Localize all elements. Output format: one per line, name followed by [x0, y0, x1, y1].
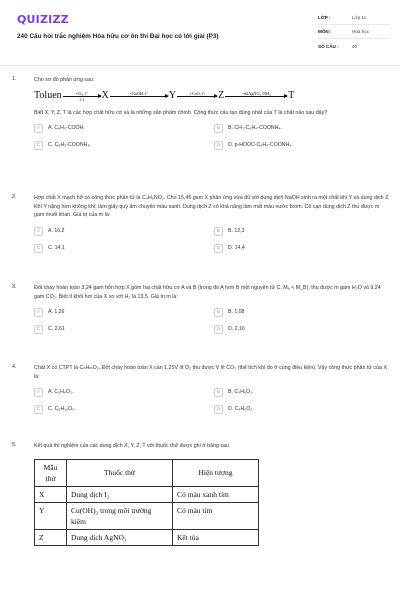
option-text: C. C₆H₅-COONH₄. [48, 142, 91, 149]
question-intro: Cho sơ đồ phản ứng sau: [34, 77, 95, 83]
question-number: 4. [12, 364, 17, 370]
table-header: Mẫu thử [35, 459, 67, 486]
question-1 [12, 76, 390, 194]
scheme-start: Toluen [34, 89, 62, 101]
page-title: 240 Câu hỏi trắc nghiệm Hóa hữu cơ ôn thi Đại học có lời giải (P3) [17, 33, 219, 40]
option-key: A [34, 388, 43, 397]
question-text: Chất X có CTPT là CₙHₘO₂. Đốt cháy hoàn toàn X cần 1,25V lít O₂ thu được V lít CO₂ (thể tích khí đo ở cùng điều kiện). Vậy công thức phân tử của X là: [34, 365, 387, 380]
answer-options [34, 308, 390, 334]
option-c[interactable] [34, 325, 214, 334]
question-number: 1. [12, 76, 17, 82]
table-cell: Dung dịch I₂ [67, 486, 173, 502]
option-key: D [214, 405, 223, 414]
question-list [0, 76, 400, 546]
option-b[interactable] [214, 227, 394, 236]
meta-value: 40 [352, 43, 358, 49]
answer-options [34, 388, 390, 414]
reaction-arrow: +CuO, t° [177, 91, 217, 102]
option-key: A [34, 227, 43, 236]
reaction-arrow: +Cl₂, t° 1:1 [63, 91, 101, 102]
question-text: Đốt cháy hoàn toàn 3,24 gam hỗn hợp X gồm hai chất hữu cơ A và B (trong đó A hơn B một nguyên tử C, Mₐ < M_B), thu được m gam H₂O và 9,24 gam CO₂. Biết tỉ khối hơi của X so với H₂ là 13,5. Giá trị m là: [34, 285, 381, 300]
option-d[interactable] [214, 325, 394, 334]
option-b[interactable] [214, 388, 394, 397]
reaction-scheme [34, 91, 390, 102]
table-cell: Y [35, 502, 67, 529]
option-text: D. p-HOOC-C₆H₄-COONH₄. [228, 142, 293, 149]
table-cell: Cu(OH)₂ trong môi trường kiềm [67, 502, 173, 529]
option-c[interactable] [34, 405, 214, 414]
option-text: D. 2,16 [228, 326, 245, 333]
meta-label: SỐ CÂU : [318, 43, 339, 49]
option-a[interactable] [34, 308, 214, 317]
option-key: D [214, 325, 223, 334]
table-header: Thuốc thử [67, 459, 173, 486]
meta-row-count [318, 39, 390, 53]
option-text: D. 14,4 [228, 244, 245, 251]
question-number: 2. [12, 194, 17, 200]
question-number: 5. [12, 442, 17, 448]
question-5 [12, 442, 390, 546]
option-text: B. C₃H₆O₂. [228, 389, 254, 396]
option-key: A [34, 308, 43, 317]
option-a[interactable] [34, 388, 214, 397]
option-text: A. 1,26 [48, 309, 65, 316]
option-key: B [214, 227, 223, 236]
option-key: C [34, 244, 43, 253]
option-text: C. 14,1 [48, 244, 65, 251]
meta-value: Lớp 11 [352, 15, 367, 20]
option-key: A [34, 124, 43, 133]
option-b[interactable] [214, 124, 394, 133]
table-row [35, 502, 259, 529]
option-key: C [34, 325, 43, 334]
results-table [34, 459, 259, 546]
table-cell: Kết tủa [173, 529, 259, 545]
scheme-product: T [288, 89, 295, 101]
option-key: D [214, 244, 223, 253]
option-key: D [214, 141, 223, 150]
question-number: 3. [12, 284, 17, 290]
scheme-product: Z [218, 89, 225, 101]
option-text: B. 12,3 [228, 227, 245, 234]
table-row [35, 486, 259, 502]
table-cell: Dung dịch AgNO₃ [67, 529, 173, 545]
question-text: Kết quả thí nghiệm của các dung dịch X, Y, Z, T với thuốc thử được ghi ở bảng sau [34, 443, 229, 449]
meta-row-subject [318, 25, 390, 39]
scheme-product: Y [168, 89, 177, 101]
table-header: Hiện tượng [173, 459, 259, 486]
question-2 [12, 194, 390, 284]
option-key: B [214, 308, 223, 317]
option-c[interactable] [34, 244, 214, 253]
reaction-arrow: +NaOH, t° [110, 91, 168, 102]
option-key: C [34, 405, 43, 414]
option-text: C. 2,61 [48, 326, 65, 333]
option-key: B [214, 388, 223, 397]
scheme-product: X [101, 89, 109, 101]
meta-row-class [318, 11, 390, 25]
header [0, 0, 400, 66]
reaction-arrow: +ddAgNO₃ /NH₃ [225, 91, 287, 102]
option-d[interactable] [214, 405, 394, 414]
table-cell: X [35, 486, 67, 502]
option-c[interactable] [34, 141, 214, 150]
answer-options [34, 124, 390, 150]
answer-options [34, 227, 390, 253]
table-header-row [35, 459, 259, 486]
table-row [35, 529, 259, 545]
question-text: Hợp chất X mạch hở có công thức phân tử là C₄H₉NO₂. Cho 15,45 gam X phản ứng vừa đủ với dung dịch NaOH sinh ra một chất khí Y và dung dịch Z. Khí Y nặng hơn không khí, làm giấy quỳ ẩm chuyển màu xanh. Dung dịch Z có khả năng làm mất màu nước brom. Cô cạn dung dịch Z thu được m gam muối khan. Giá trị của m là: [34, 195, 390, 218]
meta-label: MÔN : [318, 29, 332, 34]
option-b[interactable] [214, 308, 394, 317]
table-cell: Có màu xanh tím [173, 486, 259, 502]
option-text: C. C₅H₁₀O₂. [48, 406, 76, 413]
option-text: D. C₄H₈O₂. [228, 406, 254, 413]
option-a[interactable] [34, 227, 214, 236]
meta-info [318, 11, 390, 53]
option-text: A. C₆H₅-COOH. [48, 125, 85, 132]
table-cell: Z [35, 529, 67, 545]
option-a[interactable] [34, 124, 214, 133]
option-key: B [214, 124, 223, 133]
option-key: C [34, 141, 43, 150]
question-3 [12, 284, 390, 364]
question-text: Biết X, Y, Z, T là các hợp chất hữu cơ và là những sản phẩm chính. Công thức cấu tạo đúng nhất của T là chất nào sau đây? [34, 109, 328, 116]
table-cell: Có màu tím [173, 502, 259, 529]
option-d[interactable] [214, 244, 394, 253]
quizizz-logo: QUIZIZZ [17, 13, 69, 26]
option-text: B. 1,08 [228, 309, 245, 316]
option-d[interactable] [214, 141, 394, 150]
option-text: B. CH₃-C₆H₄-COONH₄. [228, 125, 282, 132]
meta-label: LỚP : [318, 15, 331, 20]
meta-value: Hóa học [352, 29, 370, 34]
option-text: A. C₂H₄O₂. [48, 389, 74, 396]
question-4 [12, 364, 390, 442]
option-text: A. 16,2 [48, 227, 65, 234]
